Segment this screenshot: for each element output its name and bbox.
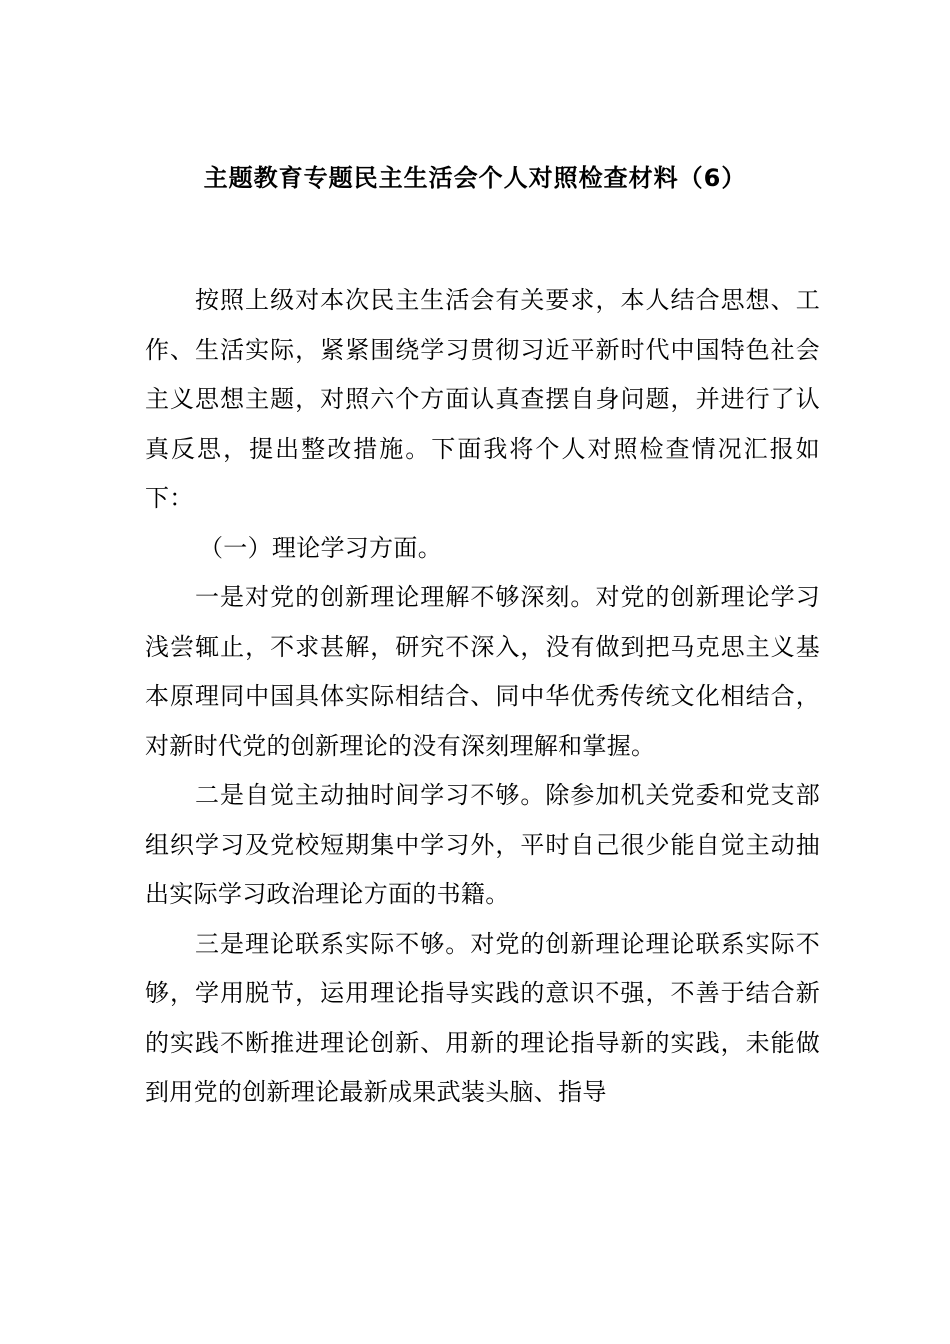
issue-paragraph-1: 一是对党的创新理论理解不够深刻。对党的创新理论学习浅尝辄止，不求甚解，研究不深入，没有做到把马克思主义基本原理同中国具体实际相结合、同中华优秀传统文化相结合，对新时代党的创新理论的没有深刻理解和掌握。 (145, 583, 820, 760)
document-title: 主题教育专题民主生活会个人对照检查材料（6） (203, 164, 747, 192)
issue-paragraph-2: 二是自觉主动抽时间学习不够。除参加机关党委和党支部组织学习及党校短期集中学习外，平时自己很少能自觉主动抽出实际学习政治理论方面的书籍。 (145, 781, 820, 908)
intro-paragraph: 按照上级对本次民主生活会有关要求，本人结合思想、工作、生活实际，紧紧围绕学习贯彻习近平新时代中国特色社会主义思想主题，对照六个方面认真查摆自身问题，并进行了认真反思，提出整改措施。下面我将个人对照检查情况汇报如下： (145, 286, 820, 512)
document-body (145, 276, 820, 1118)
issue-paragraph-3: 三是理论联系实际不够。对党的创新理论理论联系实际不够，学用脱节，运用理论指导实践的意识不强，不善于结合新的实践不断推进理论创新、用新的理论指导新的实践，未能做到用党的创新理论最新成果武装头脑、指导 (145, 929, 820, 1106)
section-heading-theory-study: （一）理论学习方面。 (199, 533, 442, 562)
